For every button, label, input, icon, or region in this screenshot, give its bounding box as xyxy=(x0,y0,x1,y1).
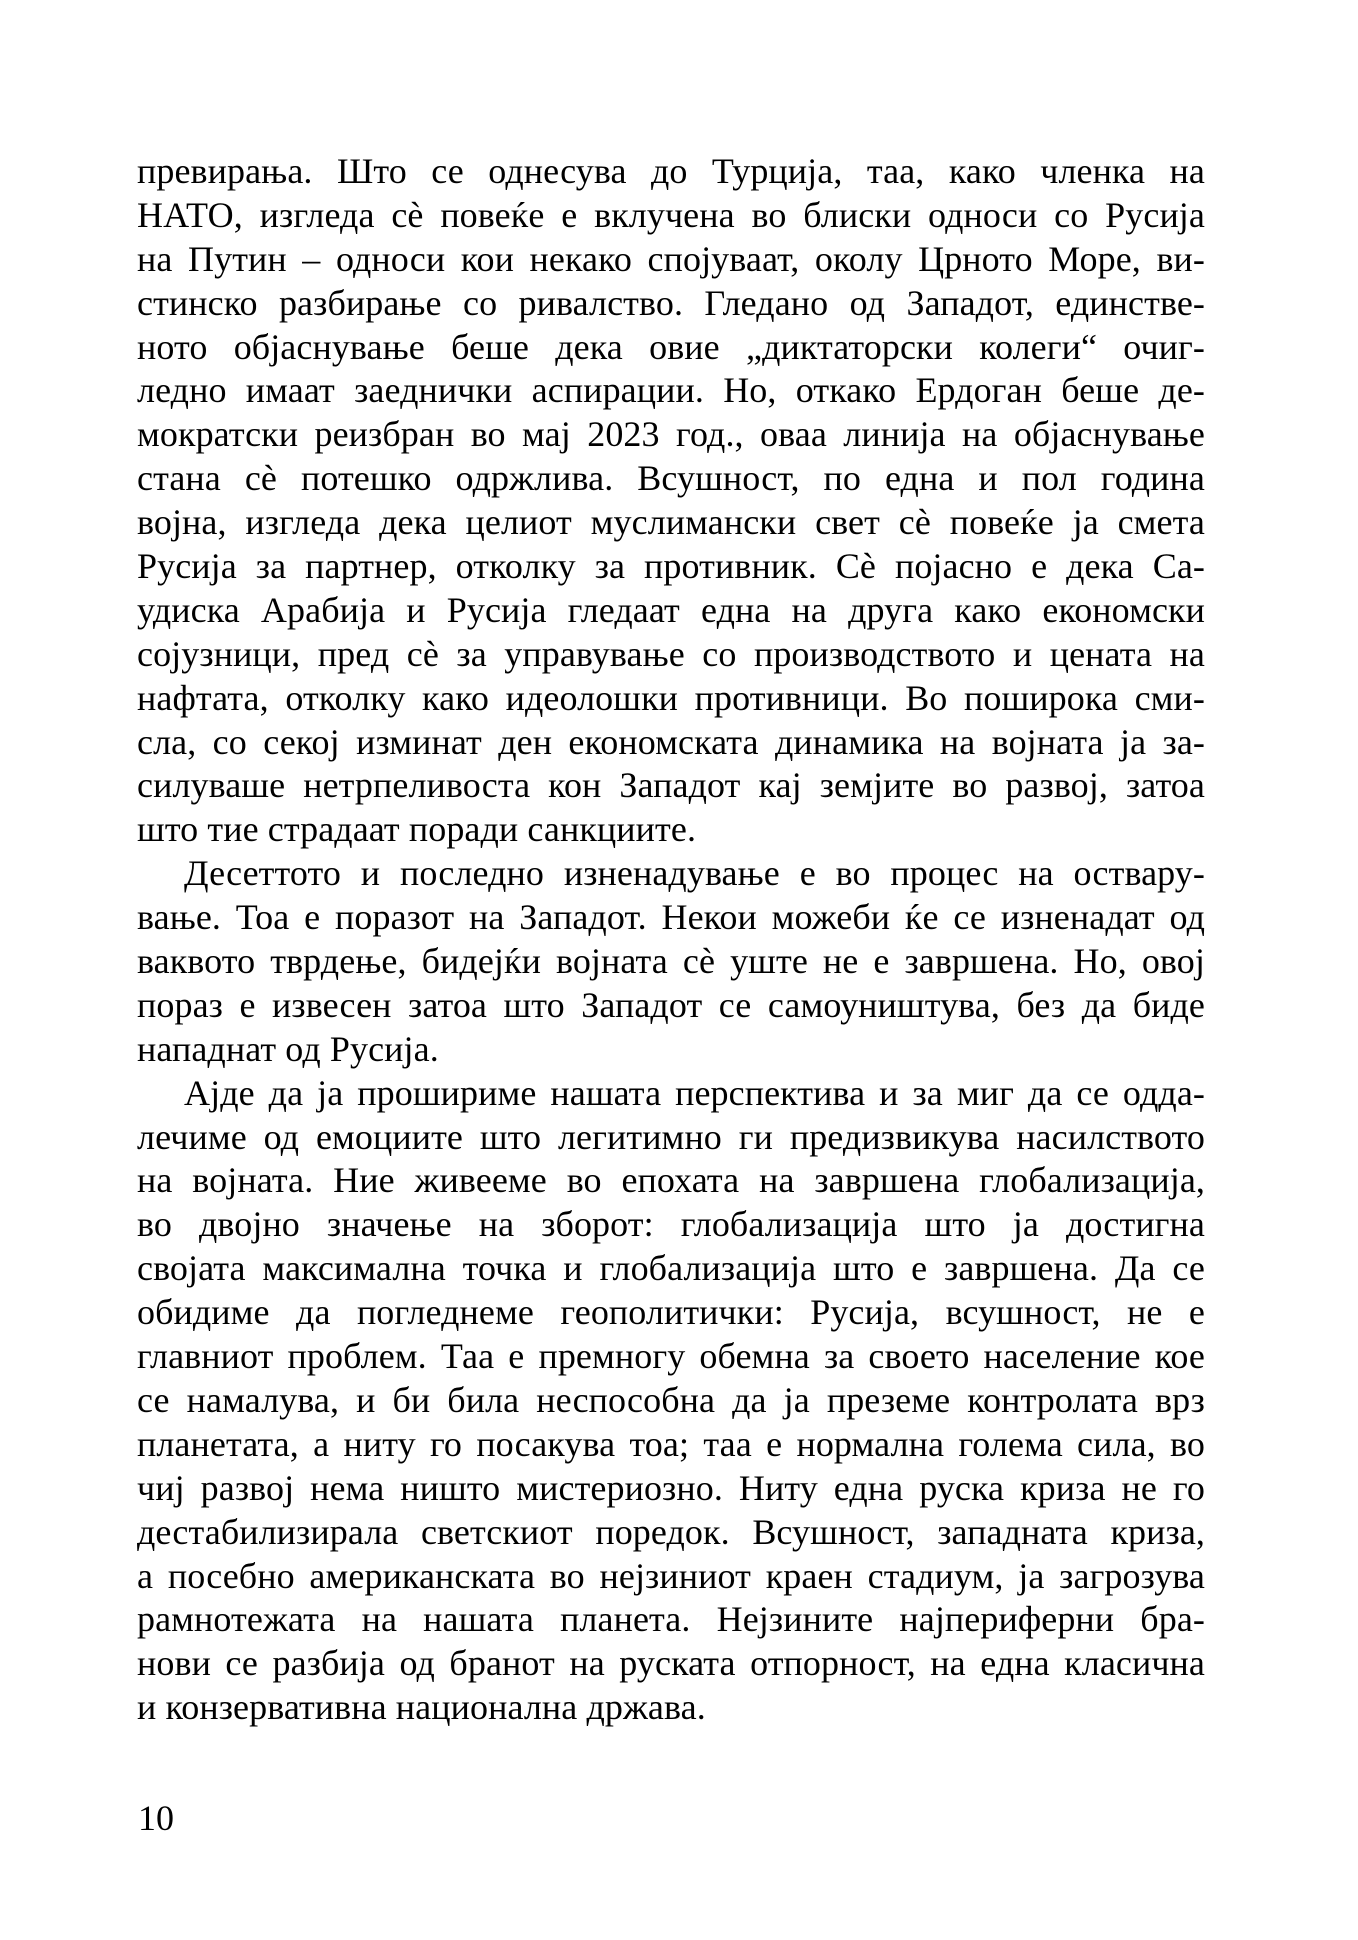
text-line: стинско разбирање со ривалство. Гледано од Западот, единстве- xyxy=(137,282,1205,323)
text-line: својата максимална точка и глобализација што е завршена. Да се xyxy=(137,1248,1205,1289)
text-line: планетата, а ниту го посакува тоа; таа е нормална голема сила, во xyxy=(137,1423,1205,1464)
text-line: главниот проблем. Таа е премногу обемна за своето население кое xyxy=(137,1336,1205,1377)
text-line: сла, со секој изминат ден економската динамика на војната ја за- xyxy=(137,721,1205,762)
text-line: ледно имаат заеднички аспирации. Но, откако Ердоган беше де- xyxy=(137,370,1205,411)
text-line: пораз е извесен затоа што Западот се самоуништува, без да биде xyxy=(137,984,1205,1025)
text-line: лечиме од емоциите што легитимно ги предизвикува насилството xyxy=(137,1116,1205,1157)
text-line: нападнат од Русија. xyxy=(137,1028,439,1069)
text-line: а посебно американската во нејзиниот краен стадиум, ја загрозува xyxy=(137,1555,1205,1596)
text-line: ваквото тврдење, бидејќи војната сѐ уште не е завршена. Но, овој xyxy=(137,941,1205,982)
page-number: 10 xyxy=(138,1798,174,1838)
text-line: и конзервативна национална држава. xyxy=(137,1687,706,1728)
text-line: на Путин – односи кои некако спојуваат, околу Црното Море, ви- xyxy=(137,238,1205,279)
text-line: силуваше нетрпеливоста кон Западот кај земјите во развој, затоа xyxy=(137,765,1205,806)
text-line: сојузници, пред сѐ за управување со производството и цената на xyxy=(137,633,1205,674)
text-line: НАТО, изгледа сѐ повеќе е вклучена во блиски односи со Русија xyxy=(137,194,1205,235)
text-line: нафтата, отколку како идеолошки противници. Во поширока сми- xyxy=(137,677,1205,718)
page-text xyxy=(137,150,1205,1730)
text-line: мократски реизбран во мај 2023 год., оваа линија на објаснување xyxy=(137,414,1205,455)
text-line: во двојно значење на зборот: глобализација што ја достигна xyxy=(137,1204,1205,1245)
paragraph xyxy=(137,1072,1205,1730)
text-line: превирања. Што се однесува до Турција, таа, како членка на xyxy=(137,151,1205,191)
text-line: чиј развој нема ништо мистериозно. Ниту една руска криза не го xyxy=(137,1467,1205,1508)
text-line: дестабилизирала светскиот поредок. Всушност, западната криза, xyxy=(137,1511,1205,1552)
text-line: на војната. Ние живееме во епохата на завршена глобализација, xyxy=(137,1160,1205,1201)
text-line: стана сѐ потешко одржлива. Всушност, по една и пол година xyxy=(137,458,1205,499)
text-line: се намалува, и би била неспособна да ја преземе контролата врз xyxy=(137,1379,1205,1420)
paragraph xyxy=(137,150,1205,852)
text-line: удиска Арабија и Русија гледаат една на друга како економски xyxy=(137,589,1205,630)
text-line: вање. Тоа е поразот на Западот. Некои можеби ќе се изненадат од xyxy=(137,897,1205,938)
text-line: ното објаснување беше дека овие „диктаторски колеги“ очиг- xyxy=(137,326,1205,367)
text-line: Русија за партнер, отколку за противник. Сѐ појасно е дека Са- xyxy=(137,546,1205,587)
text-line: нови се разбија од бранот на руската отпорност, на една класична xyxy=(137,1643,1205,1684)
text-line: Ајде да ја прошириме нашата перспектива и за миг да се одда- xyxy=(184,1072,1205,1113)
paragraph xyxy=(137,852,1205,1071)
text-line: рамнотежата на нашата планета. Нејзините најпериферни бра- xyxy=(137,1599,1205,1640)
text-line: обидиме да погледнеме геополитички: Русија, всушност, не е xyxy=(137,1292,1205,1333)
text-line: Десеттото и последно изненадување е во процес на оствару- xyxy=(184,853,1205,894)
text-line: војна, изгледа дека целиот муслимански свет сѐ повеќе ја смета xyxy=(137,502,1205,543)
text-line: што тие страдаат поради санкциите. xyxy=(137,809,697,850)
